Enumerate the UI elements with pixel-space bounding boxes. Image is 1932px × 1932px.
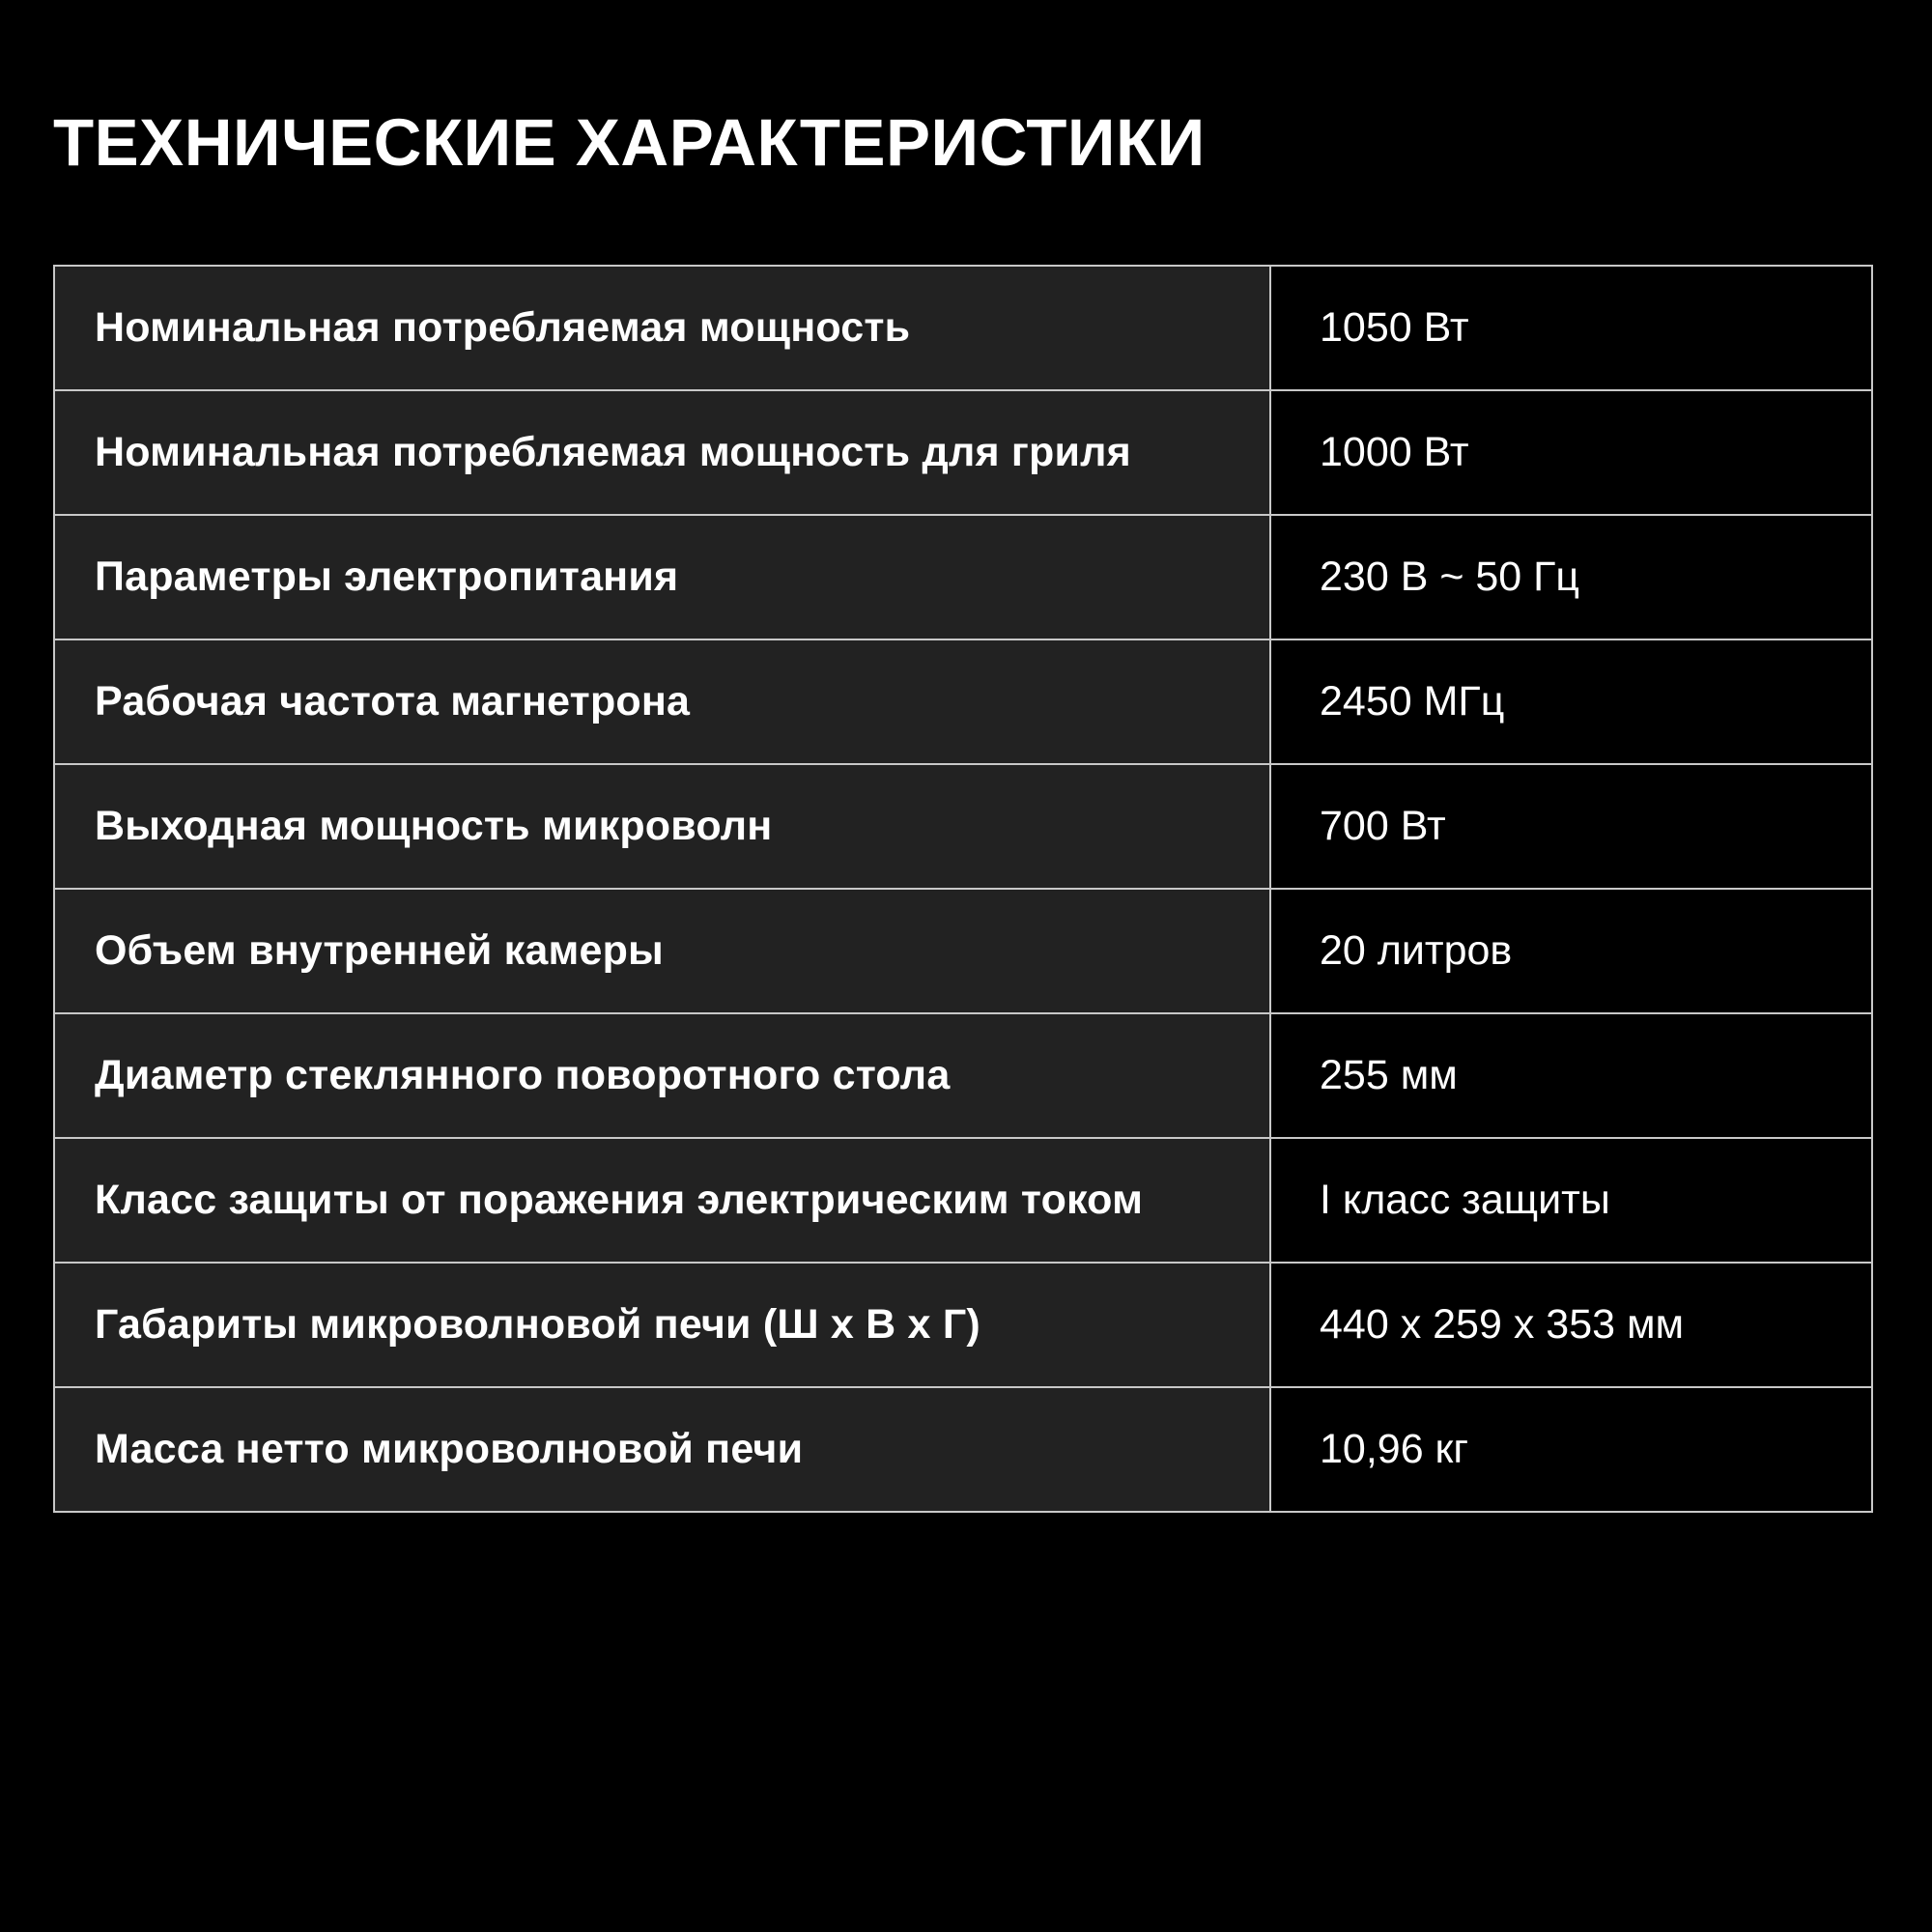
spec-value: 440 х 259 х 353 мм [1270, 1263, 1872, 1387]
spec-value: 10,96 кг [1270, 1387, 1872, 1512]
spec-label: Диаметр стеклянного поворотного стола [54, 1013, 1270, 1138]
table-row [54, 266, 1872, 390]
spec-label: Параметры электропитания [54, 515, 1270, 639]
table-row [54, 764, 1872, 889]
table-row [54, 889, 1872, 1013]
spec-label: Рабочая частота магнетрона [54, 639, 1270, 764]
spec-label: Объем внутренней камеры [54, 889, 1270, 1013]
spec-label: Масса нетто микроволновой печи [54, 1387, 1270, 1512]
spec-label: Выходная мощность микроволн [54, 764, 1270, 889]
spec-value: 1050 Вт [1270, 266, 1872, 390]
spec-value: I класс защиты [1270, 1138, 1872, 1263]
spec-label: Габариты микроволновой печи (Ш х В х Г) [54, 1263, 1270, 1387]
table-row [54, 1263, 1872, 1387]
spec-value: 230 В ~ 50 Гц [1270, 515, 1872, 639]
table-row [54, 1387, 1872, 1512]
table-row [54, 515, 1872, 639]
spec-value: 700 Вт [1270, 764, 1872, 889]
table-row [54, 1013, 1872, 1138]
spec-label: Номинальная потребляемая мощность для гриля [54, 390, 1270, 515]
spec-table [53, 265, 1873, 1513]
spec-value: 2450 МГц [1270, 639, 1872, 764]
table-row [54, 639, 1872, 764]
spec-label: Класс защиты от поражения электрическим током [54, 1138, 1270, 1263]
spec-value: 20 литров [1270, 889, 1872, 1013]
table-row [54, 1138, 1872, 1263]
table-row [54, 390, 1872, 515]
page-title: ТЕХНИЧЕСКИЕ ХАРАКТЕРИСТИКИ [53, 105, 1206, 180]
spec-value: 1000 Вт [1270, 390, 1872, 515]
spec-label: Номинальная потребляемая мощность [54, 266, 1270, 390]
spec-value: 255 мм [1270, 1013, 1872, 1138]
